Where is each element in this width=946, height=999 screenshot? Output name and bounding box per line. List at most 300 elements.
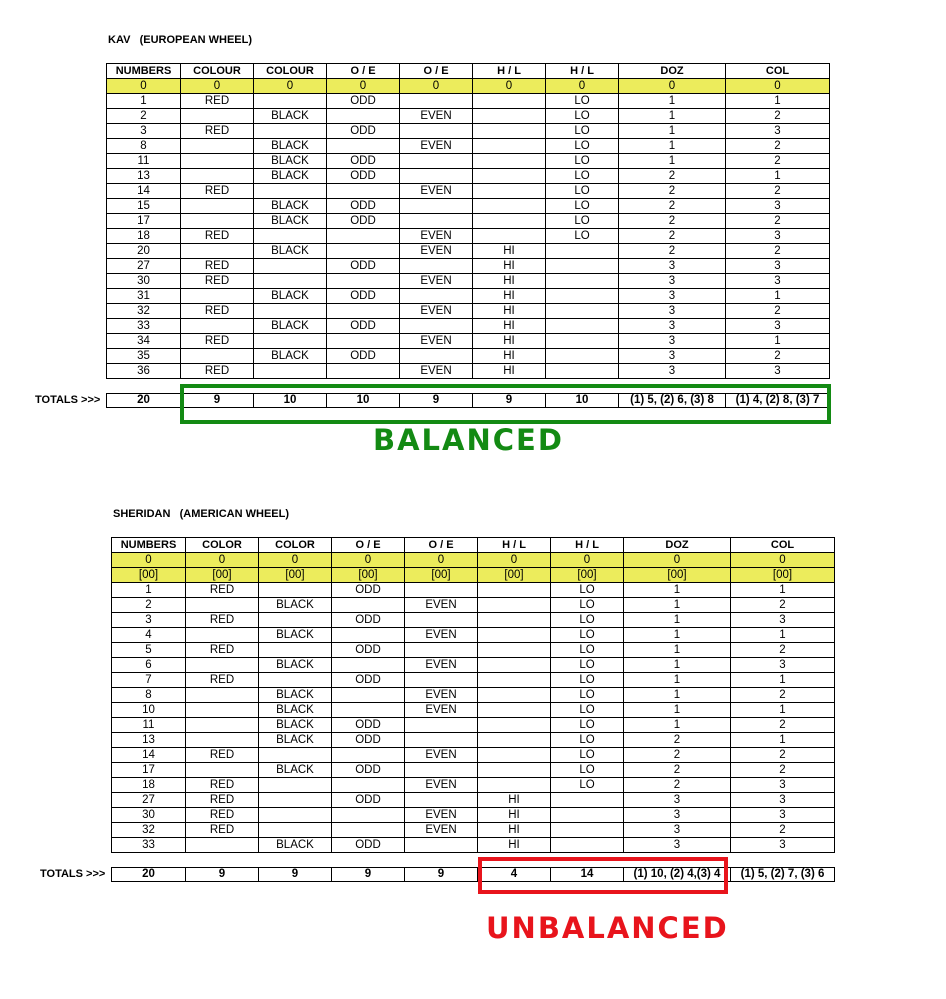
table-row [107, 274, 830, 289]
table-cell [551, 838, 624, 853]
table-cell: RED [181, 124, 254, 139]
table-cell [546, 349, 619, 364]
table-cell: 1 [619, 139, 726, 154]
table-cell: EVEN [400, 244, 473, 259]
table-cell [332, 823, 405, 838]
table-cell [327, 304, 400, 319]
table-cell [181, 109, 254, 124]
table-row [107, 124, 830, 139]
table-cell [478, 643, 551, 658]
table-cell: 27 [112, 793, 186, 808]
table-cell: 35 [107, 349, 181, 364]
table-cell [551, 793, 624, 808]
table-cell: O / E [332, 538, 405, 553]
table-cell [254, 184, 327, 199]
table-cell: 1 [619, 109, 726, 124]
table-cell [332, 628, 405, 643]
table-cell: 0 [107, 79, 181, 94]
table-cell: RED [186, 673, 259, 688]
table-cell: 0 [112, 553, 186, 568]
table-cell: 1 [112, 583, 186, 598]
total-cell: (1) 5, (2) 7, (3) 6 [731, 868, 835, 882]
table-cell: 27 [107, 259, 181, 274]
table-row [112, 658, 835, 673]
table-cell: BLACK [254, 154, 327, 169]
table-cell: ODD [327, 94, 400, 109]
table-cell: LO [551, 613, 624, 628]
table-cell [259, 583, 332, 598]
table-cell [259, 643, 332, 658]
header-row [112, 538, 835, 553]
total-cell: 14 [551, 868, 624, 882]
table-row [107, 154, 830, 169]
table-cell: HI [473, 259, 546, 274]
table-cell [546, 334, 619, 349]
table-cell: BLACK [259, 838, 332, 853]
table-cell [478, 598, 551, 613]
table-cell: 0 [624, 553, 731, 568]
table-cell: BLACK [259, 763, 332, 778]
table-row [112, 808, 835, 823]
table-cell [332, 748, 405, 763]
table-cell: 0 [551, 553, 624, 568]
table-cell: 3 [726, 364, 830, 379]
table-cell: 33 [112, 838, 186, 853]
table-cell [546, 364, 619, 379]
table-cell: 3 [619, 304, 726, 319]
table-cell: 8 [112, 688, 186, 703]
table-cell: HI [473, 274, 546, 289]
table-cell: 2 [619, 184, 726, 199]
table-cell [405, 793, 478, 808]
total-cell: 10 [546, 394, 619, 408]
table-row [112, 793, 835, 808]
table-cell [181, 139, 254, 154]
table-cell: H / L [478, 538, 551, 553]
table-cell: LO [551, 583, 624, 598]
table-row [107, 169, 830, 184]
kav-verdict: BALANCED [373, 423, 564, 457]
table-cell: 3 [726, 319, 830, 334]
total-cell: 9 [400, 394, 473, 408]
table-row [107, 244, 830, 259]
table-cell [259, 613, 332, 628]
table-cell: LO [546, 169, 619, 184]
table-cell: LO [546, 214, 619, 229]
table-cell: 10 [112, 703, 186, 718]
table-cell [400, 259, 473, 274]
table-cell: ODD [327, 289, 400, 304]
table-cell [473, 154, 546, 169]
table-cell [405, 673, 478, 688]
table-cell [254, 304, 327, 319]
table-cell: HI [473, 244, 546, 259]
table-cell [254, 274, 327, 289]
table-cell: 1 [624, 643, 731, 658]
table-cell [551, 823, 624, 838]
table-cell: LO [551, 718, 624, 733]
table-cell: LO [551, 763, 624, 778]
table-cell: 2 [731, 748, 835, 763]
table-cell: 14 [112, 748, 186, 763]
table-cell: 3 [624, 793, 731, 808]
table-cell: DOZ [624, 538, 731, 553]
table-cell: 2 [726, 244, 830, 259]
table-cell: RED [186, 823, 259, 838]
table-cell: 3 [624, 838, 731, 853]
table-cell: LO [551, 733, 624, 748]
table-cell: 0 [473, 79, 546, 94]
table-cell [405, 643, 478, 658]
table-cell [181, 289, 254, 304]
table-cell [473, 124, 546, 139]
total-cell: 10 [254, 394, 327, 408]
table-cell [473, 94, 546, 109]
table-cell: 2 [624, 733, 731, 748]
table-cell: 1 [731, 673, 835, 688]
table-cell: H / L [473, 64, 546, 79]
table-cell: H / L [546, 64, 619, 79]
table-cell [473, 109, 546, 124]
table-cell: 3 [619, 334, 726, 349]
table-cell: ODD [332, 583, 405, 598]
table-cell: 11 [107, 154, 181, 169]
table-cell: 0 [181, 79, 254, 94]
table-cell: HI [473, 319, 546, 334]
table-cell: 2 [624, 748, 731, 763]
table-cell: 1 [619, 94, 726, 109]
table-cell: 0 [731, 553, 835, 568]
table-cell: 1 [726, 169, 830, 184]
table-cell: EVEN [400, 229, 473, 244]
table-cell: EVEN [405, 808, 478, 823]
table-cell [478, 763, 551, 778]
table-cell: [00] [259, 568, 332, 583]
table-cell: LO [551, 673, 624, 688]
table-row [112, 733, 835, 748]
table-cell: 3 [731, 778, 835, 793]
table-cell: BLACK [259, 598, 332, 613]
table-cell: 2 [619, 229, 726, 244]
total-cell: 9 [186, 868, 259, 882]
table-cell: 17 [112, 763, 186, 778]
table-cell: BLACK [254, 169, 327, 184]
table-cell: ODD [332, 763, 405, 778]
table-cell: 0 [332, 553, 405, 568]
table-cell: 2 [726, 139, 830, 154]
table-row [107, 304, 830, 319]
table-cell: EVEN [400, 109, 473, 124]
table-cell [478, 748, 551, 763]
kav-title: KAV (EUROPEAN WHEEL) [108, 34, 253, 46]
total-cell: 9 [405, 868, 478, 882]
table-cell [478, 733, 551, 748]
table-cell: 3 [731, 793, 835, 808]
table-cell: RED [181, 184, 254, 199]
table-cell: 2 [726, 304, 830, 319]
table-cell: [00] [112, 568, 186, 583]
table-cell [186, 598, 259, 613]
table-cell: 1 [731, 703, 835, 718]
table-row [107, 184, 830, 199]
table-cell [478, 628, 551, 643]
kav-totals-label: TOTALS >>> [35, 394, 101, 406]
table-cell: LO [551, 748, 624, 763]
table-cell: O / E [405, 538, 478, 553]
table-cell: 2 [731, 763, 835, 778]
table-cell: BLACK [259, 658, 332, 673]
table-cell [181, 319, 254, 334]
table-cell: HI [473, 364, 546, 379]
table-cell: 11 [112, 718, 186, 733]
table-row [112, 703, 835, 718]
table-cell [478, 613, 551, 628]
table-cell: COL [726, 64, 830, 79]
table-cell: LO [546, 139, 619, 154]
table-row [112, 613, 835, 628]
table-cell: 3 [624, 808, 731, 823]
table-row [107, 229, 830, 244]
table-cell [181, 199, 254, 214]
table-cell: 1 [619, 154, 726, 169]
table-cell: EVEN [400, 274, 473, 289]
table-cell: RED [181, 94, 254, 109]
table-cell [332, 688, 405, 703]
table-cell [473, 199, 546, 214]
table-row [107, 289, 830, 304]
table-cell: 3 [619, 289, 726, 304]
table-row [112, 718, 835, 733]
table-cell: 2 [731, 598, 835, 613]
table-cell: LO [546, 199, 619, 214]
table-cell: 13 [107, 169, 181, 184]
zero-row [112, 568, 835, 583]
total-cell: 20 [112, 868, 186, 882]
table-cell: HI [473, 334, 546, 349]
table-cell: ODD [327, 319, 400, 334]
table-cell: 0 [726, 79, 830, 94]
table-cell [186, 763, 259, 778]
table-cell [332, 598, 405, 613]
table-cell: 2 [726, 154, 830, 169]
table-cell: 2 [731, 823, 835, 838]
table-cell [186, 718, 259, 733]
table-cell [400, 289, 473, 304]
table-cell: ODD [332, 613, 405, 628]
table-cell: RED [186, 748, 259, 763]
table-cell: LO [551, 778, 624, 793]
table-cell [400, 169, 473, 184]
table-cell [327, 229, 400, 244]
table-cell [400, 349, 473, 364]
table-cell: LO [546, 229, 619, 244]
table-cell: HI [473, 349, 546, 364]
table-cell [254, 364, 327, 379]
table-cell: LO [546, 154, 619, 169]
table-cell: 0 [259, 553, 332, 568]
table-cell: 1 [731, 628, 835, 643]
table-row [107, 139, 830, 154]
table-cell: ODD [327, 199, 400, 214]
table-row [107, 214, 830, 229]
table-row [112, 823, 835, 838]
table-cell: HI [478, 838, 551, 853]
table-cell [327, 274, 400, 289]
table-cell: ODD [332, 838, 405, 853]
table-cell: RED [181, 259, 254, 274]
table-cell: H / L [551, 538, 624, 553]
table-cell [405, 613, 478, 628]
table-cell: EVEN [405, 628, 478, 643]
kav-table [106, 63, 830, 379]
table-cell: 1 [726, 334, 830, 349]
table-cell [186, 658, 259, 673]
table-row [112, 673, 835, 688]
table-cell: 0 [400, 79, 473, 94]
table-cell [181, 214, 254, 229]
table-cell [186, 703, 259, 718]
table-cell: DOZ [619, 64, 726, 79]
table-cell: RED [181, 334, 254, 349]
table-cell [327, 139, 400, 154]
table-cell: ODD [332, 643, 405, 658]
table-cell: EVEN [400, 304, 473, 319]
table-cell: 2 [624, 763, 731, 778]
table-cell: BLACK [259, 703, 332, 718]
table-cell: [00] [624, 568, 731, 583]
table-cell: 3 [624, 823, 731, 838]
table-cell: ODD [327, 124, 400, 139]
table-cell [546, 319, 619, 334]
zero-row [112, 553, 835, 568]
table-cell [186, 733, 259, 748]
sheridan-table [111, 537, 835, 853]
table-cell [546, 244, 619, 259]
table-cell [546, 274, 619, 289]
table-cell: 4 [112, 628, 186, 643]
table-cell: EVEN [405, 823, 478, 838]
table-row [112, 748, 835, 763]
table-cell: 0 [405, 553, 478, 568]
table-cell: 3 [112, 613, 186, 628]
table-cell [332, 808, 405, 823]
table-cell: 1 [624, 613, 731, 628]
table-cell: 3 [726, 274, 830, 289]
table-row [107, 319, 830, 334]
table-cell [181, 154, 254, 169]
table-cell: NUMBERS [107, 64, 181, 79]
table-cell: BLACK [259, 733, 332, 748]
table-cell: 3 [619, 349, 726, 364]
table-cell: HI [473, 304, 546, 319]
table-cell: 1 [624, 718, 731, 733]
table-cell: BLACK [254, 349, 327, 364]
table-cell: O / E [400, 64, 473, 79]
table-cell: LO [551, 628, 624, 643]
table-cell: 3 [619, 274, 726, 289]
table-cell: ODD [332, 673, 405, 688]
table-cell [254, 124, 327, 139]
table-cell [478, 688, 551, 703]
table-cell: EVEN [400, 364, 473, 379]
table-cell: EVEN [405, 598, 478, 613]
table-cell [478, 658, 551, 673]
table-cell [327, 364, 400, 379]
table-cell [259, 778, 332, 793]
table-cell: 3 [619, 259, 726, 274]
header-row [107, 64, 830, 79]
table-cell [327, 334, 400, 349]
table-cell: RED [186, 793, 259, 808]
table-cell [259, 793, 332, 808]
table-cell: 3 [726, 229, 830, 244]
table-cell: [00] [405, 568, 478, 583]
table-cell: COL [731, 538, 835, 553]
table-cell: RED [186, 613, 259, 628]
table-cell: BLACK [254, 109, 327, 124]
table-cell [478, 583, 551, 598]
table-cell [478, 778, 551, 793]
table-cell [473, 214, 546, 229]
table-row [107, 364, 830, 379]
table-cell: 0 [619, 79, 726, 94]
table-cell: 2 [619, 169, 726, 184]
table-cell: BLACK [254, 244, 327, 259]
table-cell [546, 289, 619, 304]
table-cell: BLACK [254, 214, 327, 229]
table-cell: 15 [107, 199, 181, 214]
table-cell: 0 [186, 553, 259, 568]
table-cell: 2 [619, 244, 726, 259]
table-cell [473, 184, 546, 199]
table-cell: 18 [107, 229, 181, 244]
table-cell: 13 [112, 733, 186, 748]
table-cell [473, 139, 546, 154]
table-cell [327, 184, 400, 199]
table-cell [400, 154, 473, 169]
table-cell: 1 [726, 289, 830, 304]
table-cell: ODD [332, 733, 405, 748]
table-cell [405, 718, 478, 733]
table-cell: 5 [112, 643, 186, 658]
table-cell: ODD [327, 214, 400, 229]
table-cell: O / E [327, 64, 400, 79]
table-cell: 14 [107, 184, 181, 199]
table-cell: 1 [624, 583, 731, 598]
table-cell [478, 673, 551, 688]
table-cell [254, 229, 327, 244]
total-cell: 10 [327, 394, 400, 408]
sheridan-title: SHERIDAN (AMERICAN WHEEL) [113, 508, 289, 520]
total-cell: (1) 5, (2) 6, (3) 8 [619, 394, 726, 408]
table-cell: BLACK [254, 139, 327, 154]
table-cell: 1 [731, 583, 835, 598]
kav-balanced-highlight-box [180, 384, 831, 424]
table-cell [327, 109, 400, 124]
table-cell: COLOR [259, 538, 332, 553]
table-cell: 1 [624, 658, 731, 673]
table-cell: EVEN [405, 748, 478, 763]
table-cell: EVEN [400, 334, 473, 349]
table-cell [254, 334, 327, 349]
table-row [112, 763, 835, 778]
total-cell: 9 [181, 394, 254, 408]
table-row [107, 334, 830, 349]
table-row [112, 838, 835, 853]
table-cell: EVEN [405, 658, 478, 673]
table-cell: LO [551, 703, 624, 718]
table-cell: BLACK [259, 628, 332, 643]
